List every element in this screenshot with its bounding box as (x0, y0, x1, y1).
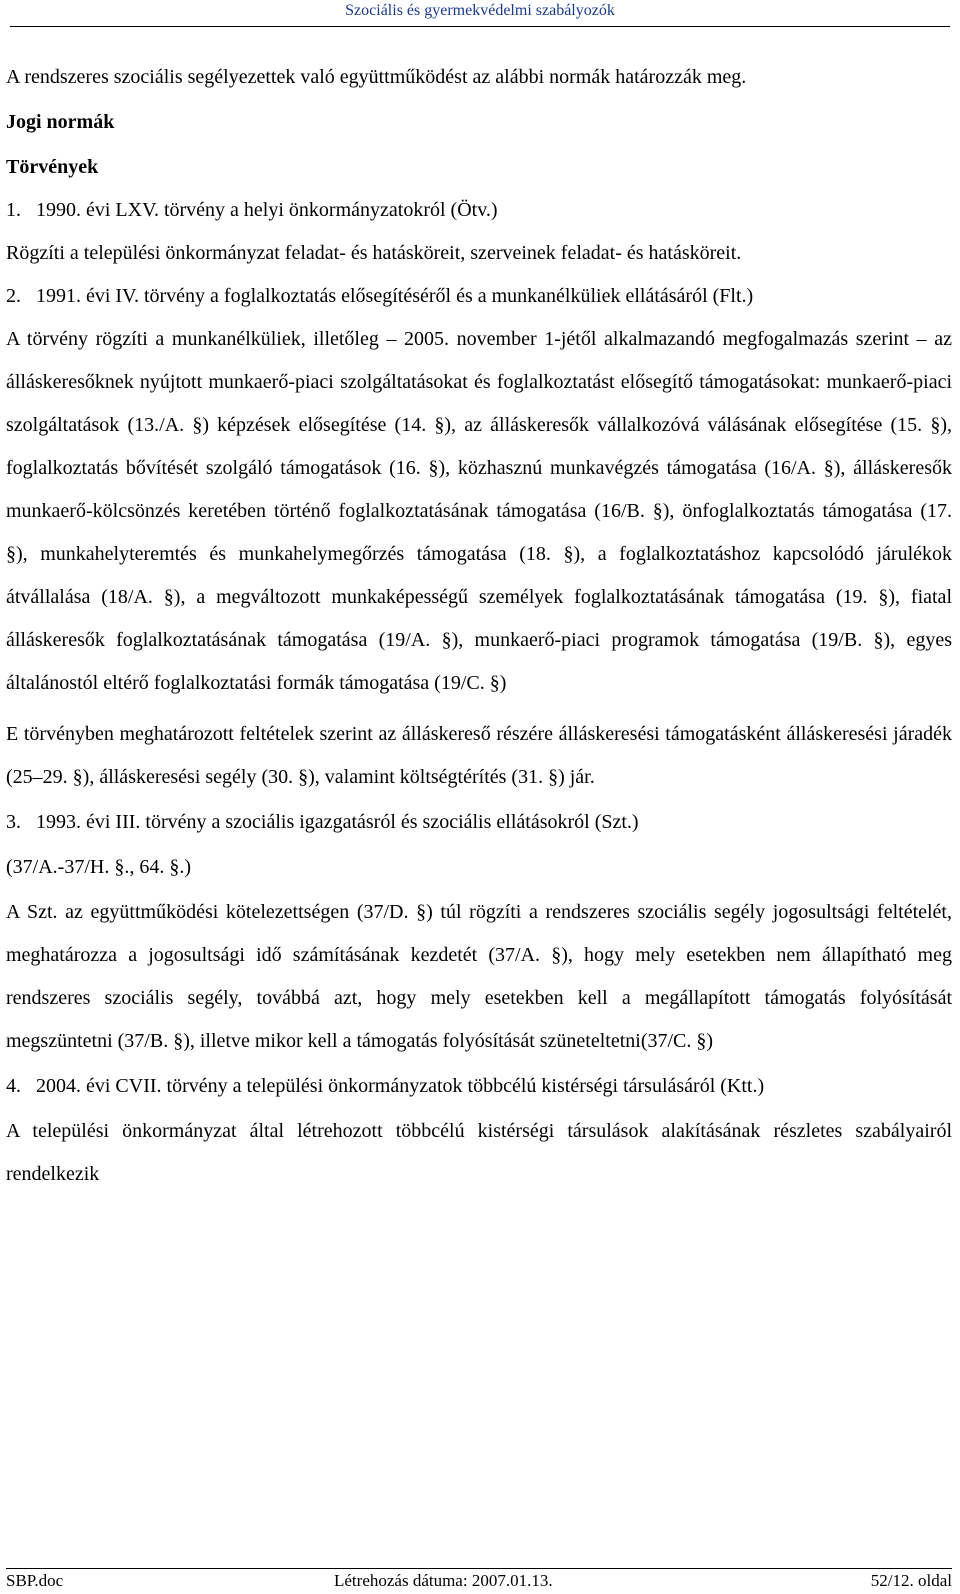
law-1-description: Rögzíti a települési önkormányzat feladat- és hatásköreit, szerveinek feladat- és hatásköreit. (6, 242, 742, 264)
header-title: Szociális és gyermekvédelmi szabályozók (345, 2, 615, 19)
running-header (10, 0, 950, 27)
law-item-1: 1. 1990. évi LXV. törvény a helyi önkormányzatokról (Ötv.) (6, 199, 498, 221)
law-2-support-paragraph: E törvényben meghatározott feltételek szerint az álláskereső részére álláskeresési támogatásként álláskeresési járadék (25–29. §), álláskeresési segély (30. §), valamint költségtérítés (31. §) jár. (6, 723, 952, 788)
intro-paragraph: A rendszeres szociális segélyezettek való együttműködést az alábbi normák határozzák meg. (6, 66, 747, 88)
document-body (6, 56, 952, 1196)
footer-filename: SBP.doc (6, 1571, 64, 1590)
law-3-description: A Szt. az együttműködési kötelezettségen (37/D. §) túl rögzíti a rendszeres szociális segély jogosultsági feltételét, meghatározza a jogosultsági idő számításának kezdetét (37/A. §), hogy mely esetekben nem állapítható meg rendszeres szociális segély, továbbá azt, hogy mely esetekben kell a megállapított támogatás folyósítását megszüntetni (37/B. §), illetve mikor kell a támogatás folyósítását szüneteltetni(37/C. §) (6, 901, 952, 1052)
law-item-3: 3. 1993. évi III. törvény a szociális igazgatásról és szociális ellátásokról (Szt.) (6, 811, 639, 833)
section-heading-laws: Törvények (6, 156, 99, 178)
footer-created-date: Létrehozás dátuma: 2007.01.13. (334, 1571, 553, 1590)
running-footer (6, 1568, 952, 1594)
law-item-2: 2. 1991. évi IV. törvény a foglalkoztatás elősegítéséről és a munkanélküliek ellátásáról (Flt.) (6, 285, 754, 307)
law-3-sections: (37/A.-37/H. §., 64. §.) (6, 856, 191, 878)
footer-page-number: 52/12. oldal (870, 1571, 952, 1590)
section-heading-legal-norms: Jogi normák (6, 111, 115, 133)
law-item-4: 4. 2004. évi CVII. törvény a települési önkormányzatok többcélú kistérségi társulásáról (Ktt.) (6, 1075, 765, 1097)
law-2-description: A törvény rögzíti a munkanélküliek, illetőleg – 2005. november 1-jétől alkalmazandó megfogalmazás szerint – az álláskeresőknek nyújtott munkaerő-piaci szolgáltatásokat és foglalkoztatást elősegítő támogatásokat: munkaerő-piaci szolgáltatások (13./A. §) képzések elősegítése (14. §), az álláskeresők vállalkozóvá válásának elősegítése (15. §), foglalkoztatás bővítését szolgáló támogatások (16. §), közhasznú munkavégzés támogatása (16/A. §), álláskeresők munkaerő-kölcsönzés keretében történő foglalkoztatásának támogatása (16/B. §), önfoglalkoztatás támogatása (17. §), munkahelyteremtés és munkahelymegőrzés támogatása (18. §), a foglalkoztatáshoz kapcsolódó járulékok átvállalása (18/A. §), a megváltozott munkaképességű személyek foglalkoztatásának támogatása (19. §), fiatal álláskeresők foglalkoztatásának támogatása (19/A. §), munkaerő-piaci programok támogatása (19/B. §), egyes általánostól eltérő foglalkoztatási formák támogatása (19/C. §) (6, 328, 952, 694)
law-4-description: A települési önkormányzat által létrehozott többcélú kistérségi társulások alakításának részletes szabályairól rendelkezik (6, 1120, 952, 1185)
